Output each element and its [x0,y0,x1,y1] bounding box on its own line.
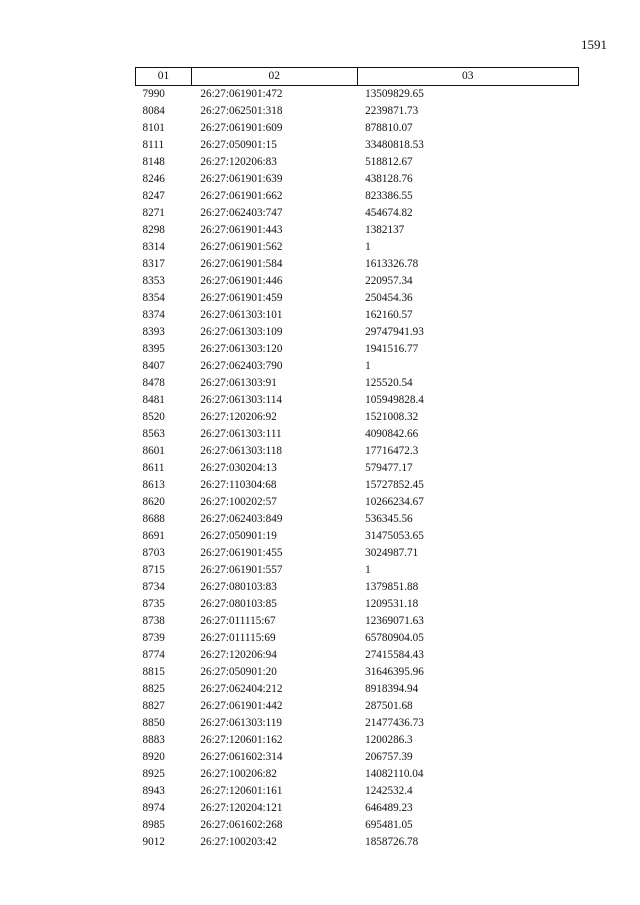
cadastral-number-cell: 26:27:100203:42 [200,836,277,848]
value-cell: 1521008.32 [365,411,419,423]
value-cell: 33480818.53 [365,139,424,151]
cadastral-number-cell: 26:27:120601:161 [200,785,283,797]
row-id-cell: 8611 [142,462,165,474]
table-row [136,341,579,358]
cadastral-number-cell: 26:27:061901:562 [200,241,283,253]
row-id-cell: 8774 [142,649,165,661]
table-row [136,698,579,715]
table-body [136,86,579,852]
table-row [136,171,579,188]
row-id-cell: 8715 [142,564,165,576]
row-id-cell: 8815 [142,666,165,678]
value-cell: 823386.55 [365,190,413,202]
row-id-cell: 8481 [142,394,165,406]
cadastral-number-cell: 26:27:062403:849 [200,513,283,525]
row-id-cell: 8601 [142,445,165,457]
cadastral-number-cell: 26:27:080103:85 [200,598,277,610]
row-id-cell: 8298 [142,224,165,236]
table-row [136,528,579,545]
row-id-cell: 8827 [142,700,165,712]
value-cell: 1941516.77 [365,343,419,355]
cadastral-number-cell: 26:27:120601:162 [200,734,283,746]
value-cell: 206757.39 [365,751,413,763]
row-id-cell: 8395 [142,343,165,355]
row-id-cell: 8101 [142,122,165,134]
cadastral-number-cell: 26:27:050901:20 [200,666,277,678]
row-id-cell: 8148 [142,156,165,168]
table-row [136,494,579,511]
value-cell: 105949828.4 [365,394,424,406]
table-row [136,256,579,273]
table-header [136,68,579,86]
row-id-cell: 8520 [142,411,165,423]
value-cell: 3024987.71 [365,547,419,559]
row-id-cell: 8920 [142,751,165,763]
cadastral-number-cell: 26:27:050901:19 [200,530,277,542]
row-id-cell: 8354 [142,292,165,304]
table-row [136,273,579,290]
cadastral-number-cell: 26:27:061303:119 [200,717,283,729]
cadastral-number-cell: 26:27:061303:109 [200,326,283,338]
cadastral-number-cell: 26:27:110304:68 [200,479,277,491]
value-cell: 162160.57 [365,309,413,321]
cadastral-number-cell: 26:27:061901:609 [200,122,283,134]
table-row [136,290,579,307]
table-row [136,783,579,800]
value-cell: 536345.56 [365,513,413,525]
table-row [136,222,579,239]
value-cell: 1 [365,241,371,253]
cadastral-number-cell: 26:27:061602:314 [200,751,283,763]
row-id-cell: 9012 [142,836,165,848]
table-row [136,426,579,443]
table-row [136,511,579,528]
table-row [136,613,579,630]
table-row [136,732,579,749]
cadastral-number-cell: 26:27:120206:83 [200,156,277,168]
value-cell: 31646395.96 [365,666,424,678]
value-cell: 695481.05 [365,819,413,831]
table-row [136,766,579,783]
column-header-03: 03 [357,68,578,86]
value-cell: 250454.36 [365,292,413,304]
cadastral-number-cell: 26:27:061901:472 [200,88,283,100]
row-id-cell: 8825 [142,683,165,695]
cadastral-number-cell: 26:27:061901:443 [200,224,283,236]
table-row [136,375,579,392]
table-row [136,545,579,562]
row-id-cell: 8613 [142,479,165,491]
row-id-cell: 8374 [142,309,165,321]
value-cell: 17716472.3 [365,445,419,457]
value-cell: 15727852.45 [365,479,424,491]
table-row [136,817,579,834]
table-row [136,681,579,698]
cadastral-number-cell: 26:27:062403:747 [200,207,283,219]
cadastral-number-cell: 26:27:061901:662 [200,190,283,202]
value-cell: 4090842.66 [365,428,419,440]
value-cell: 13509829.65 [365,88,424,100]
row-id-cell: 8084 [142,105,165,117]
cadastral-number-cell: 26:27:061901:446 [200,275,283,287]
table-row [136,562,579,579]
data-table [135,67,579,851]
table-row [136,749,579,766]
value-cell: 1 [365,564,371,576]
row-id-cell: 8735 [142,598,165,610]
value-cell: 14082110.04 [365,768,424,780]
row-id-cell: 8738 [142,615,165,627]
cadastral-number-cell: 26:27:100202:57 [200,496,277,508]
value-cell: 518812.67 [365,156,413,168]
row-id-cell: 8739 [142,632,165,644]
value-cell: 21477436.73 [365,717,424,729]
table-row [136,324,579,341]
value-cell: 1 [365,360,371,372]
cadastral-number-cell: 26:27:080103:83 [200,581,277,593]
cadastral-number-cell: 26:27:061303:101 [200,309,283,321]
cadastral-number-cell: 26:27:061901:455 [200,547,283,559]
row-id-cell: 8688 [142,513,165,525]
row-id-cell: 8691 [142,530,165,542]
cadastral-number-cell: 26:27:061303:120 [200,343,283,355]
value-cell: 10266234.67 [365,496,424,508]
cadastral-number-cell: 26:27:011115:67 [200,615,276,627]
table-row [136,715,579,732]
row-id-cell: 8111 [142,139,165,151]
value-cell: 646489.23 [365,802,413,814]
cadastral-number-cell: 26:27:061901:639 [200,173,283,185]
row-id-cell: 8353 [142,275,165,287]
table-row [136,239,579,256]
row-id-cell: 8407 [142,360,165,372]
table-row [136,460,579,477]
cadastral-number-cell: 26:27:061303:118 [200,445,283,457]
cadastral-number-cell: 26:27:062501:318 [200,105,283,117]
table-row [136,834,579,851]
value-cell: 125520.54 [365,377,413,389]
row-id-cell: 8314 [142,241,165,253]
page-number: 1591 [581,37,607,52]
row-id-cell: 8925 [142,768,165,780]
cadastral-number-cell: 26:27:120206:94 [200,649,277,661]
value-cell: 878810.07 [365,122,413,134]
row-id-cell: 8850 [142,717,165,729]
table-row [136,154,579,171]
column-header-02: 02 [191,68,357,86]
cadastral-number-cell: 26:27:050901:15 [200,139,277,151]
row-id-cell: 8246 [142,173,165,185]
value-cell: 65780904.05 [365,632,424,644]
cadastral-number-cell: 26:27:061901:584 [200,258,283,270]
table-row [136,630,579,647]
row-id-cell: 8943 [142,785,165,797]
row-id-cell: 8478 [142,377,165,389]
table-row [136,188,579,205]
value-cell: 454674.82 [365,207,413,219]
value-cell: 27415584.43 [365,649,424,661]
value-cell: 8918394.94 [365,683,419,695]
table-row [136,647,579,664]
cadastral-number-cell: 26:27:061901:557 [200,564,283,576]
value-cell: 438128.76 [365,173,413,185]
table-row [136,358,579,375]
table-row [136,137,579,154]
row-id-cell: 8883 [142,734,165,746]
table-row [136,103,579,120]
cadastral-number-cell: 26:27:061901:442 [200,700,283,712]
cadastral-number-cell: 26:27:030204:13 [200,462,277,474]
table-row [136,409,579,426]
row-id-cell: 7990 [142,88,165,100]
table-row [136,86,579,104]
value-cell: 29747941.93 [365,326,424,338]
row-id-cell: 8563 [142,428,165,440]
table-row [136,307,579,324]
table-row [136,596,579,613]
value-cell: 220957.34 [365,275,413,287]
cadastral-number-cell: 26:27:061303:111 [200,428,282,440]
value-cell: 1858726.78 [365,836,419,848]
table-row [136,120,579,137]
cadastral-number-cell: 26:27:061303:91 [200,377,277,389]
cadastral-number-cell: 26:27:062403:790 [200,360,283,372]
cadastral-number-cell: 26:27:061901:459 [200,292,283,304]
cadastral-number-cell: 26:27:061602:268 [200,819,283,831]
table-row [136,664,579,681]
value-cell: 1382137 [365,224,405,236]
value-cell: 2239871.73 [365,105,419,117]
value-cell: 1209531.18 [365,598,419,610]
value-cell: 1379851.88 [365,581,419,593]
table-row [136,477,579,494]
row-id-cell: 8703 [142,547,165,559]
cadastral-number-cell: 26:27:100206:82 [200,768,277,780]
table-row [136,579,579,596]
value-cell: 1242532.4 [365,785,413,797]
cadastral-number-cell: 26:27:061303:114 [200,394,283,406]
table-row [136,443,579,460]
table-row [136,392,579,409]
value-cell: 12369071.63 [365,615,424,627]
value-cell: 1613326.78 [365,258,419,270]
value-cell: 31475053.65 [365,530,424,542]
value-cell: 287501.68 [365,700,413,712]
row-id-cell: 8620 [142,496,165,508]
column-header-01: 01 [136,68,192,86]
cadastral-number-cell: 26:27:120204:121 [200,802,283,814]
row-id-cell: 8734 [142,581,165,593]
row-id-cell: 8317 [142,258,165,270]
cadastral-number-cell: 26:27:120206:92 [200,411,277,423]
table-row [136,800,579,817]
cadastral-number-cell: 26:27:011115:69 [200,632,276,644]
row-id-cell: 8393 [142,326,165,338]
row-id-cell: 8247 [142,190,165,202]
row-id-cell: 8985 [142,819,165,831]
row-id-cell: 8974 [142,802,165,814]
value-cell: 579477.17 [365,462,413,474]
table-row [136,205,579,222]
row-id-cell: 8271 [142,207,165,219]
value-cell: 1200286.3 [365,734,413,746]
cadastral-number-cell: 26:27:062404:212 [200,683,283,695]
